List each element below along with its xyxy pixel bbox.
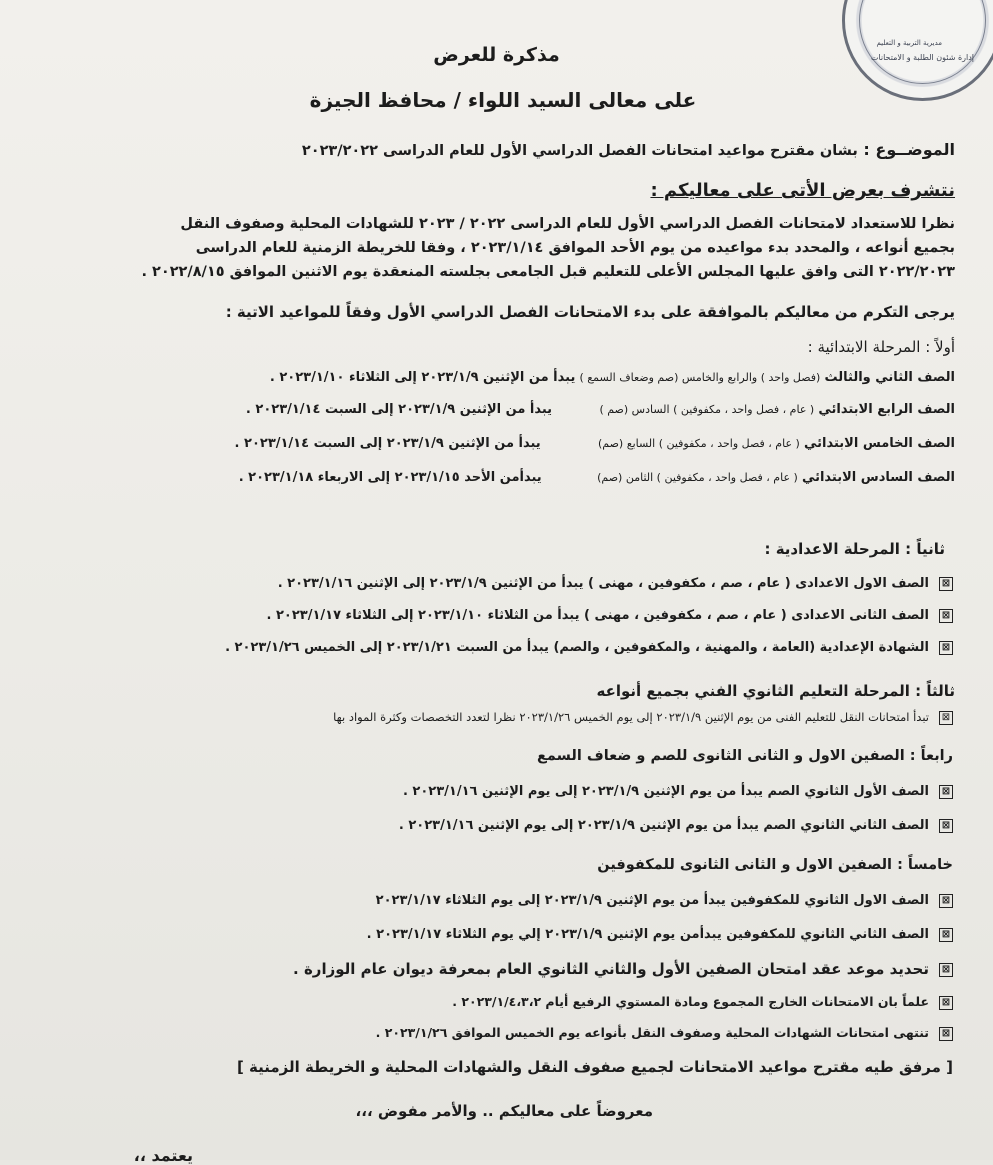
- list-item: ⊠علماً بان الامتحانات الخارج المجموع ومادة المستوي الرفيع أيام ٢٠٢٣/١/٤،٣،٢ .: [452, 994, 953, 1010]
- blind-heading: خامساً : الصفين الاول و الثانى الثانوى للمكفوفين: [597, 857, 953, 873]
- grade-types: ( عام ، فصل واحد ، مكفوفين ) الثامن (صم): [597, 471, 798, 484]
- deaf-heading: رابعاً : الصفين الاول و الثانى الثانوى للصم و ضعاف السمع: [537, 748, 953, 764]
- list-item: ⊠الصف الثاني الثانوي الصم يبدأ من يوم الإثنين ٢٠٢٣/١/٩ إلى يوم الإثنين ٢٠٢٣/١/١٦ .: [399, 818, 953, 833]
- list-item: ⊠تحديد موعد عقد امتحان الصفين الأول والثاني الثانوي العام بمعرفة ديوان عام الوزارة .: [293, 960, 953, 978]
- list-item: ⊠الشهادة الإعدادية (العامة ، والمهنية ، والمكفوفين ، والصم) يبدأ من السبت ٢٠٢٣/١/٢١ إلى الخميس ٢٠٢٣/١/٢٦ .: [225, 640, 953, 655]
- checkbox-icon: ⊠: [939, 963, 953, 977]
- grade-dates: يبدأ من الإثنين ٢٠٢٣/١/٩ إلى السبت ٢٠٢٣/١/١٤ .: [234, 436, 541, 451]
- checkbox-icon: ⊠: [939, 785, 953, 799]
- checkbox-icon: ⊠: [939, 641, 953, 655]
- checkbox-icon: ⊠: [939, 928, 953, 942]
- checkbox-icon: ⊠: [939, 1027, 953, 1041]
- intro-line-2: بجميع أنواعه ، والمحدد بدء مواعيده من يوم الأحد الموافق ٢٠٢٣/١/١٤ ، وفقا للخريطة الزمنية للعام الدراسى: [195, 240, 955, 256]
- seal-inner-text: مديرية التربية و التعليم: [876, 39, 942, 47]
- list-item: ⊠تنتهى امتحانات الشهادات المحلية وصفوف النقل بأنواعه يوم الخميس الموافق ٢٠٢٣/١/٢٦ .: [376, 1025, 953, 1041]
- list-item: ⊠الصف الاول الثانوي للمكفوفين يبدأ من يوم الإثنين ٢٠٢٣/١/٩ إلى يوم الثلاثاء ٢٠٢٣/١/١٧: [376, 893, 953, 908]
- checkbox-icon: ⊠: [939, 894, 953, 908]
- grade-label: الصف السادس الابتدائي: [801, 470, 955, 485]
- grade-dates: يبدأ من الإثنين ٢٠٢٣/١/٩ إلى السبت ٢٠٢٣/١/١٤ .: [245, 402, 553, 417]
- intro-line-1: نظرا للاستعداد لامتحانات الفصل الدراسي الأول للعام الدراسى ٢٠٢٢ / ٢٠٢٣ للشهادات المحلية وصفوف النقل: [180, 216, 955, 232]
- approval-footer: يعتمد ،،: [133, 1146, 193, 1165]
- greeting: نتشرف بعرض الأتى على معاليكم :: [650, 180, 955, 201]
- checkbox-icon: ⊠: [939, 996, 953, 1010]
- list-item: ⊠الصف الأول الثانوي الصم يبدأ من يوم الإثنين ٢٠٢٣/١/٩ إلى يوم الإثنين ٢٠٢٣/١/١٦ .: [403, 784, 953, 799]
- attachment-note: [ مرفق طيه مقترح مواعيد الامتحانات لجميع صفوف النقل والشهادات المحلية و الخريطة الزمنية ]: [236, 1058, 953, 1076]
- grade-label: الصف الرابع الابتدائي: [818, 402, 955, 417]
- list-item: ⊠الصف الثانى الاعدادى ( عام ، صم ، مكفوفين ، مهنى ) يبدأ من الثلاثاء ٢٠٢٣/١/١٠ إلى الثلاثاء ٢٠٢٣/١/١٧ .: [267, 608, 954, 623]
- intro-line-3: ٢٠٢٢/٢٠٢٣ التى وافق عليها المجلس الأعلى للتعليم قبل الجامعى بجلسته المنعقدة يوم الاثنين الموافق ٢٠٢٢/٨/١٥ .: [141, 264, 955, 280]
- primary-row: [246, 402, 955, 417]
- subject-line: [302, 140, 955, 159]
- list-item: ⊠الصف الاول الاعدادى ( عام ، صم ، مكفوفين ، مهنى ) يبدأ من الإثنين ٢٠٢٣/١/٩ إلى الإثنين ٢٠٢٣/١/١٦ .: [278, 576, 953, 591]
- grade-dates: يبدأمن الأحد ٢٠٢٣/١/١٥ إلى الاربعاء ٢٠٢٣/١/١٨ .: [238, 470, 542, 485]
- checkbox-icon: ⊠: [939, 609, 953, 623]
- technical-heading: ثالثاً : المرحلة التعليم الثانوي الفني بجميع أنواعه: [596, 682, 955, 700]
- grade-types: ( عام ، فصل واحد ، مكفوفين ) السابع (صم): [597, 437, 800, 450]
- grade-dates: يبدأ من الإثنين ٢٠٢٣/١/٩ إلى الثلاثاء ٢٠٢٣/١/١٠ .: [269, 370, 576, 385]
- grade-label: الصف الثاني والثالث: [824, 370, 955, 385]
- checkbox-icon: ⊠: [939, 577, 953, 591]
- checkbox-icon: ⊠: [939, 711, 953, 725]
- preparatory-heading: ثانياً : المرحلة الاعدادية :: [764, 540, 945, 558]
- checkbox-icon: ⊠: [939, 819, 953, 833]
- grade-types: (فصل واحد ) والرابع والخامس (صم وضعاف السمع ): [579, 371, 821, 384]
- primary-row: [270, 370, 955, 385]
- primary-row: [235, 436, 955, 451]
- grade-label: الصف الخامس الابتدائي: [803, 436, 955, 451]
- grade-types: ( عام ، فصل واحد ، مكفوفين ) السادس (صم ): [599, 403, 815, 416]
- memo-recipient: على معالى السيد اللواء / محافظ الجيزة: [309, 88, 697, 112]
- subject-text: بشان مقترح مواعيد امتحانات الفصل الدراسي الأول للعام الدراسى ٢٠٢٣/٢٠٢٢: [301, 143, 858, 159]
- primary-heading: أولاً : المرحلة الابتدائية :: [807, 338, 955, 356]
- closing-line: معروضاً على معاليكم .. والأمر مفوض ،،،: [355, 1102, 653, 1120]
- request-line: يرجى التكرم من معاليكم بالموافقة على بدء الامتحانات الفصل الدراسي الأول وفقاً للمواعيد الاتية :: [225, 303, 955, 321]
- list-item: ⊠الصف الثاني الثانوي للمكفوفين يبدأمن يوم الإثنين ٢٠٢٣/١/٩ إلي يوم الثلاثاء ٢٠٢٣/١/١٧ .: [367, 927, 953, 942]
- subject-label: الموضــوع :: [863, 140, 955, 159]
- list-item: ⊠تبدأ امتحانات النقل للتعليم الفنى من يوم الإثنين ٢٠٢٣/١/٩ إلى يوم الخميس ٢٠٢٣/١/٢٦ نظرا لتعدد التخصصات وكثرة المواد بها: [333, 710, 953, 725]
- memo-title: مذكرة للعرض: [433, 44, 560, 66]
- primary-row: [239, 470, 955, 485]
- seal-text: إدارة شئون الطلبة و الامتحانات: [870, 53, 974, 62]
